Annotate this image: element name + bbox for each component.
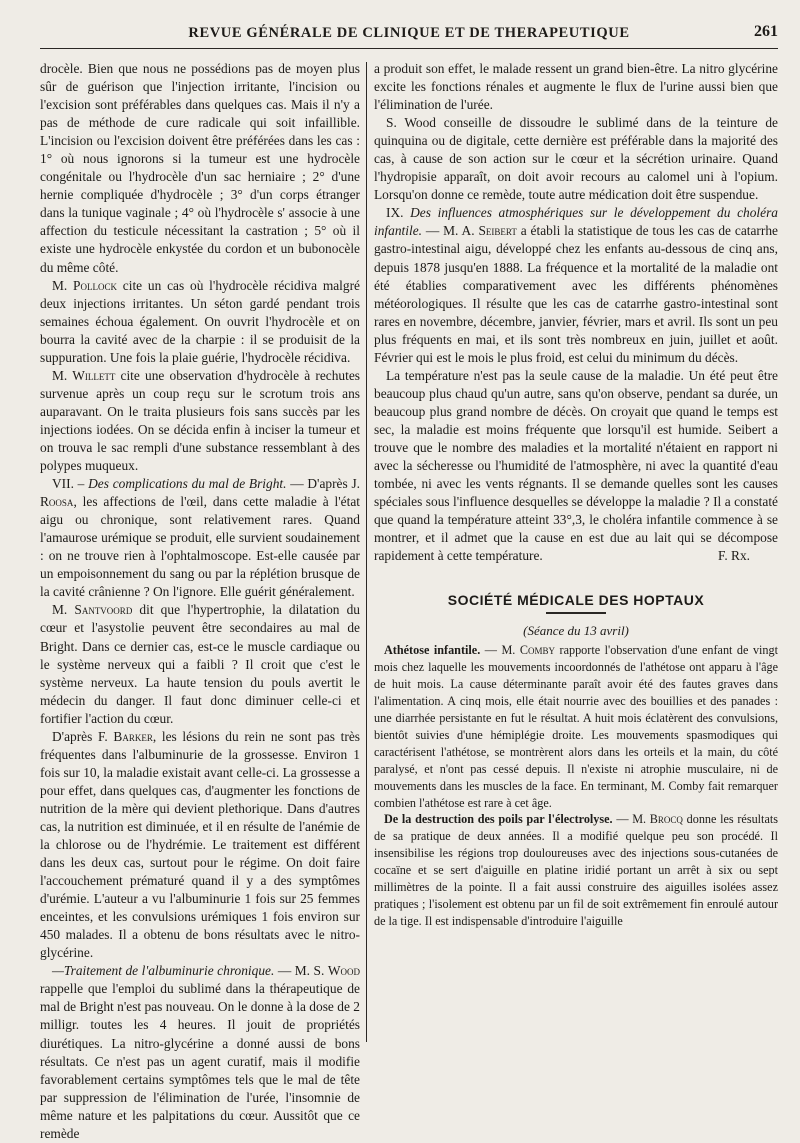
text-fragment: — M. — [480, 643, 520, 658]
author-name: M. Santvoord — [52, 602, 133, 618]
section-number: IX. — [386, 205, 411, 221]
signature: F. Rx. — [717, 548, 750, 564]
author-name: Brocq — [649, 812, 683, 827]
paragraph-text: rapporte l'observation d'une enfant de vingt mois chez laquelle les mouvements incoordonnés de l'athétose ont apparu à l'âge de huit mois. La cause déterminante paraît avoir été des fautes graves dans l'alimentation. A cinq mois, elle était nourrie avec des bouillies et des panades : une diarrhée persistante en fut le résultat. A huit mois éclatèrent des convulsions, bientôt suivies d'une hémiplégie droite. Les mouvements spasmodiques qui caractérisent l'athétose, se montrèrent alors dans les orteils et la main, du côté paralysé, et n'ont pas cessé depuis. Il n'existe ni atrophie musculaire, ni de mouvements dans les muscles de la face. En terminant, M. Comby fait remarquer combien l'athétose est rare à cet âge. — [374, 643, 778, 810]
text-fragment: D'après F. — [52, 728, 114, 744]
paragraph-text: , les lésions du rein ne sont pas très fréquentes dans l'albuminurie de la grossesse. Environ 1 fois sur 10, la maladie existait avant celle-ci. La grossesse a pour effet, dans quelques cas, d'augmenter les fonctions de nutrition de la mère qui devient plethorique. Dans d'autres cas, la nutrition est diminuée, et il en résulte de l'anémie de la chlorose ou de l'hydrémie. Le traitement est différent dans les deux cas, surtout pour le régime. On doit faire l'accouchement prématuré quand il y a des symptômes d'urémie. L'auteur a vu l'albuminurie 1 fois sur 25 femmes enceintes, et les convulsions urémiques 1 fois environ sur 450 malades. Il a obtenu de bons résultats avec le nitro-glycérine. — [40, 728, 360, 961]
report-heading: De la destruction des poils par l'électrolyse. — [384, 812, 613, 827]
report-athetose — [374, 642, 778, 811]
paragraph-willett — [40, 367, 360, 475]
text-fragment: — M. — [612, 812, 650, 827]
author-name: Barker — [113, 728, 153, 744]
paragraph-pollock — [40, 277, 360, 367]
author-name: M. Pollock — [52, 277, 117, 293]
report-heading: Athétose infantile. — [384, 643, 481, 658]
paragraph-wood-advice: S. Wood conseille de dissoudre le sublimé dans de la teinture de quinquina ou de digitale, cette dernière est préférable dans la majorité des cas, à cause de son action sur le cœur et la sécrétion urinaire. Quand l'hydropisie apparaît, on doit avoir recours au calomel uni à l'opium. Lorsqu'on donne ce remède, toute autre médication doit être suspendue. — [374, 115, 778, 203]
author-name: Seibert — [478, 223, 517, 239]
author-name: M. Willett — [52, 367, 116, 383]
paragraph-temperature — [374, 367, 778, 566]
paragraph-text: cite un cas où l'hydrocèle récidiva malgré deux injections irritantes. Un séton gardé pendant trois semaines échoua également. On ouvrit l'hydrocèle et on bourra la cavité avec de la charpie : il se produisit de la suppuration. Une fois la plaie guérie, l'hydrocèle récidiva. — [40, 277, 360, 365]
column-divider — [366, 62, 367, 1042]
title-underline — [546, 612, 606, 614]
text-fragment: — M. S. — [274, 963, 328, 979]
journal-title: REVUE GÉNÉRALE DE CLINIQUE ET DE THERAPEUTIQUE — [188, 25, 630, 41]
text-fragment: — D'après J. — [286, 476, 361, 492]
section-heading: —Traitement de l'albuminurie chronique. — [52, 963, 275, 979]
author-name: Roosa — [40, 494, 74, 510]
paragraph-text: rappelle que l'emploi du sublimé dans la thérapeutique de mal de Bright n'est pas nouveau. On le donne à la dose de 2 milligr. toutes les 4 heures. Il jouit de propriétés diurétiques. La nitro-glycérine a donné aussi de bons résultats. Ce n'est pas un agent curatif, mais il modifie favorablement certains symptômes tels que le mal de tête par suppression de l'élimination de l'urée, l'insomnie de même nature et les palpitations du cœur. Aussitôt que ce remède — [40, 981, 360, 1141]
paragraph-hydrocele-cure: drocèle. Bien que nous ne possédions pas de moyen plus sûr de guérison que l'injection irritante, l'incision ou l'excision sont préférables dans quelques cas. Mais il n'y a pas de méthode de cure radicale qui soit infaillible. L'incision ou l'excision doivent être préférées dans les cas : 1° où nous ignorons si la tumeur est une hydrocèle congénitale ou l'hydrocèle d'un sac herniaire ; 2° d'une hernie compliquée d'hydrocèle ; 3° d'un corps étranger dans la tunique vaginale ; 4° où l'hydrocèle s' associe à une affection du testicule nécessitant la castration ; 5° où il existe une hydrocèle enkystée du cordon et un bubonocèle du même côté. — [40, 61, 360, 275]
session-date: (Séance du 13 avril) — [523, 623, 629, 639]
section-title-societe: SOCIÉTÉ MÉDICALE DES HOPTAUX — [447, 592, 705, 609]
page-number: 261 — [754, 23, 778, 40]
right-column — [374, 60, 778, 930]
paragraph-text: cite une observation d'hydrocèle à rechutes survenue après un coup reçu sur le scrotum trois ans auparavant. On le traita plusieurs fois sans succès par les injections iodées. On se décida enfin à inciser la tumeur et on trouva le sac rempli d'une substance ressemblant à des polypes muqueux. — [40, 367, 360, 474]
paragraph-text: , les affections de l'œil, dans cette maladie à l'état aigu ou chronique, sont relativement rares. Quand l'amaurose urémique se produit, elle survient soudainement : on ne trouve rien à l'ophtalmoscope. Est-elle causée par un empoisonnement du sang ou par la réplétion brusque de la cavité crânienne ? On l'ignore. Elle guérit généralement. — [40, 494, 360, 600]
paragraph-text: a établi la statistique de tous les cas de catarrhe gastro-intestinal aigu, développé chez les enfants au-dessous de cinq ans, depuis 1878 jusqu'en 1888. La fréquence et la mortalité de la maladie ont été établies comparativement avec les différents phénomènes météorologiques. Il résulte que les cas de catarrhe gastro-intestinal sont rares en novembre, décembre, janvier, février, mars et avril. Ils sont un peu plus fréquents en mai, et ils sont très nombreux en juin, juillet et août. Février qui est le mois le plus froid, est celui du minimum du décès. — [374, 223, 778, 365]
author-name: Comby — [519, 643, 555, 658]
paragraph-text: donne les résultats de sa pratique de deux années. Il a modifié quelque peu son procédé. Il insensibilise les régions trop douloureuses avec des injections sous-cutanées de cocaïne et se sert d'aiguille en platine iridié portant un arrêt à six ou sept millimètres de la pointe. Il a fait aussi construire des aiguilles isolées assez pratiques ; l'isolement est obtenu par un fil de soit extrêmement fin enroulé autour de la tige. Il est indispensable d'introduire l'aiguille — [374, 812, 778, 928]
report-electrolyse — [374, 811, 778, 929]
paragraph-albuminurie-treatment — [40, 962, 360, 1142]
paragraph-santvoord — [40, 601, 360, 727]
society-reports — [374, 642, 778, 929]
text-fragment: — M. A. — [421, 223, 479, 239]
section-heading: Des influences atmosphériques sur le développement du choléra infantile. — [374, 205, 779, 239]
paragraph-text: dit que l'hypertrophie, la dilatation du cœur et l'asystolie peuvent être secondaires au mal de Bright. Dans ce dernier cas, est-ce le muscle cardiaque ou le système nerveux qui a faibli ? Il croit que c'est le système nerveux. La haute tension du pouls avertit le médecin du danger. Il faut donc diminuer celle-ci et fortifier l'action du cœur. — [40, 602, 360, 726]
paragraph-bright-complications — [40, 475, 360, 601]
running-header — [40, 22, 778, 49]
paragraph-barker — [40, 728, 360, 963]
section-heading: Des complications du mal de Bright. — [88, 476, 287, 492]
left-column — [40, 60, 360, 1143]
author-name: Wood — [327, 963, 360, 979]
paragraph-continuation: a produit son effet, le malade ressent un grand bien-être. La nitro glycérine excite les fonctions rénales et augmente le flux de l'urine aussi bien que l'élimination de l'urée. — [374, 61, 778, 113]
paragraph-cholera-infantile — [374, 204, 778, 366]
paragraph-text: La température n'est pas la seule cause de la maladie. Un été peut être beaucoup plus chaud qu'un autre, sans qu'on observe, pendant sa durée, un beaucoup plus grand nombre de décès. On croyait que quand le temps est sec, la maladie est moins fréquente que lorsqu'il est humide. Seibert a trouve que le nombre des maladies et la mortalité n'étaient en rapport ni avec la sécheresse ou l'humidité de l'atmosphère, ni avec la quantité d'eau tombée, ni avec les vents régnants. Il se demande quelles sont les causes spéciales sous l'influence desquelles se développe la maladie ? Il a constaté que quand la température atteint 33°,3, le choléra infantile commence à se montrer, et il admet que la cause en est due au lait qui se décompose rapidement à cette température. — [374, 367, 778, 564]
section-number: VII. – — [52, 476, 89, 492]
